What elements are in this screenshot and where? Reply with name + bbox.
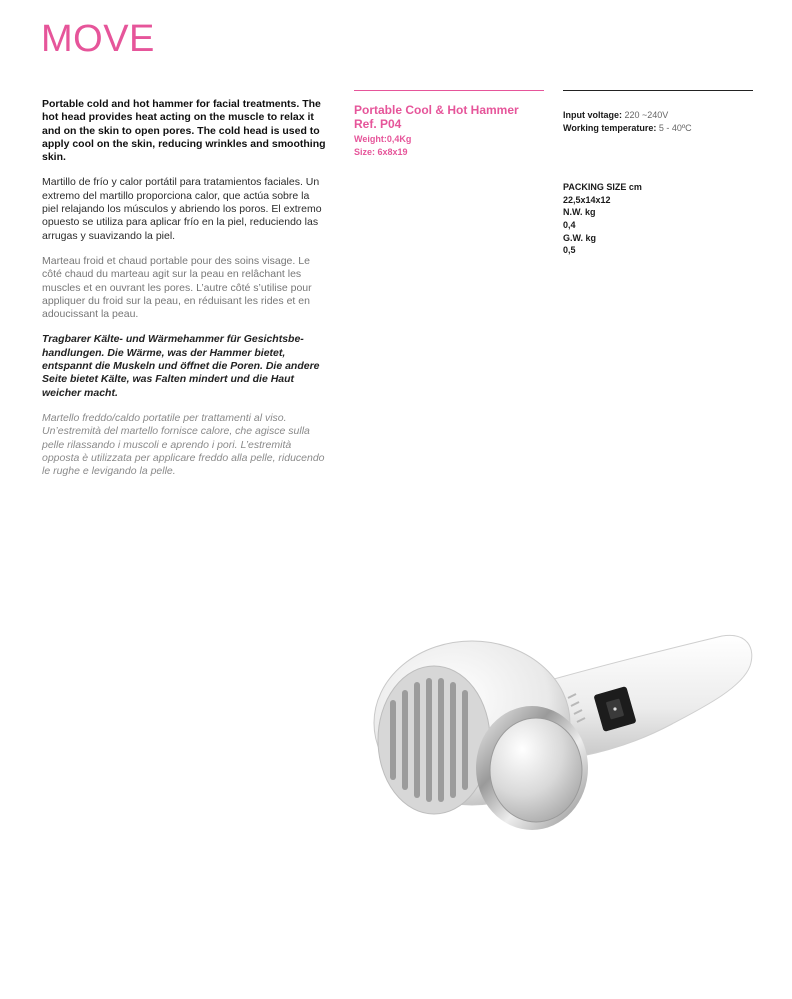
description-french: Marteau froid et chaud portable pour des soins visage. Le côté chaud du marteau agit sur la peau en relâchant les muscles et en ouvrant les pores. L’autre côté s’utilise pour appliquer du froid sur la peau, en réduisant les rides et en adoucissant la peau.: [42, 254, 312, 321]
packing-size: 22,5x14x12: [563, 194, 611, 205]
packing-info: [563, 181, 758, 257]
cool-hot-hammer-device-icon: [372, 628, 756, 868]
product-name: Portable Cool & Hot Hammer: [354, 103, 519, 117]
description-spanish: Martillo de frío y calor portátil para tratamientos faciales. Un extremo del martillo proporciona calor, que actúa sobre la piel relajando los músculos y abriendo los poros. El extremo opuesto se utiliza para aplicar frío en la piel, reduciendo las arrugas y suavizando la piel.: [42, 176, 322, 242]
divider-pink: [354, 90, 544, 91]
packing-nw-label: N.W. kg: [563, 207, 596, 218]
product-ref: Ref. P04: [354, 116, 402, 131]
spec-label: Working temperature:: [563, 122, 657, 133]
description-german: Tragbarer Kälte- und Wärmehammer für Gesichtsbehandlungen. Die Wärme, was der Hammer bietet, entspannt die Muskeln und öffnet die Poren. Die andere Seite bietet Kälte, was Falten mindert und die Haut weicher macht.: [42, 333, 320, 399]
packing-gw-label: G.W. kg: [563, 232, 597, 243]
description-column: [42, 98, 326, 490]
divider-dark: [563, 90, 753, 91]
spec-value: 5 - 40ºC: [658, 122, 692, 133]
specifications: [563, 109, 758, 257]
packing-nw-value: 0,4: [563, 219, 576, 230]
product-info: [354, 104, 549, 158]
packing-header: PACKING SIZE cm: [563, 182, 642, 193]
spec-working-temperature: [563, 122, 758, 135]
description-english: Portable cold and hot hammer for facial treatments. The hot head provides heat acting on the muscle to relax it and on the skin to open pores. The cold head is used to apply cool on the skin, reducing wrinkles and smoothing skin.: [42, 98, 326, 164]
description-italian: Martello freddo/caldo portatile per trattamenti al viso. Un’estremità del martello fornisce calore, che agisce sulla pelle rilassando i muscoli e aprendo i pori. L’estremità opposta è utilizzata per applicare freddo alla pelle, riducendo le rughe e levigando la pelle.: [42, 411, 325, 478]
product-weight: Weight:0,4Kg: [354, 134, 412, 144]
packing-gw-value: 0,5: [563, 245, 576, 256]
page-title: MOVE: [41, 18, 155, 60]
product-size: Size: 6x8x19: [354, 147, 408, 157]
spec-input-voltage: [563, 109, 758, 122]
spec-label: Input voltage:: [563, 110, 622, 120]
spec-value: 220 ~240V: [624, 110, 669, 120]
